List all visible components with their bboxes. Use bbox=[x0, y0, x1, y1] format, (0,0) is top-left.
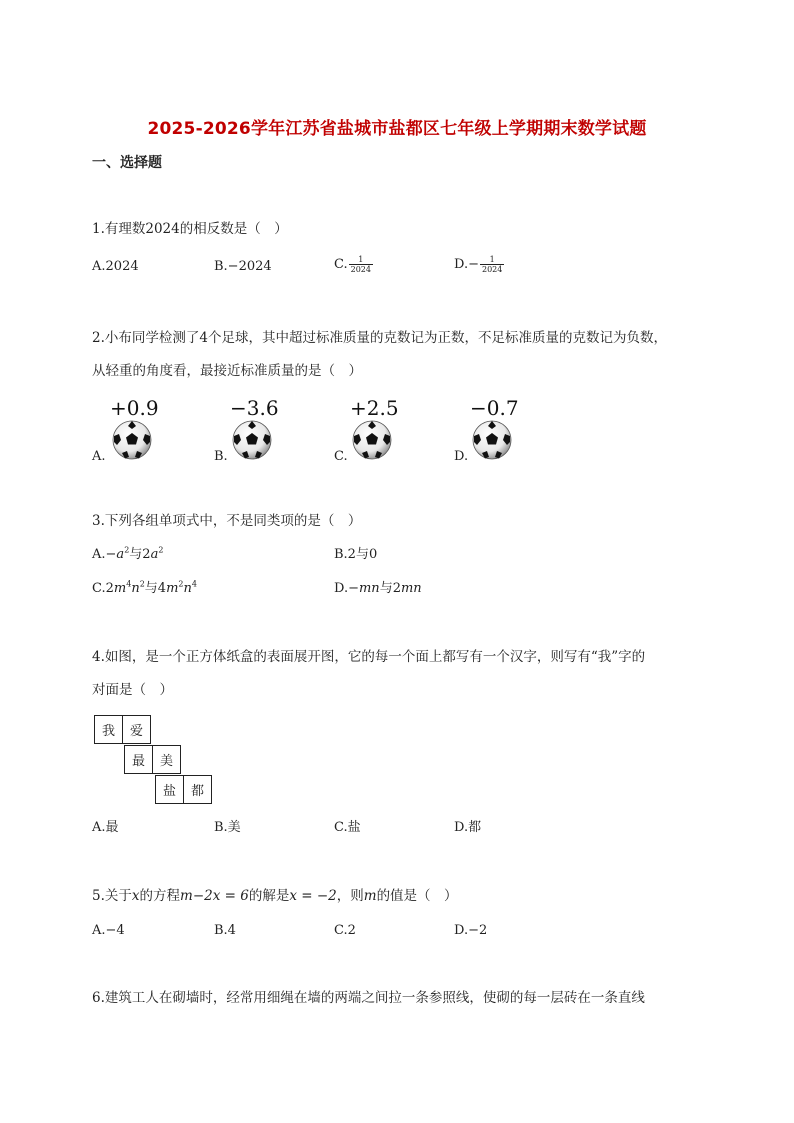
question-6-line-1: 6.建筑工人在砌墙时，经常用细绳在墙的两端之间拉一条参照线，使砌的每一层砖在一条直线 bbox=[92, 990, 645, 1006]
q4-option-d: D.都 bbox=[454, 820, 482, 835]
option-letter: A. bbox=[92, 449, 106, 464]
option-letter: D. bbox=[454, 449, 469, 464]
ball-value-label: +0.9 bbox=[110, 396, 159, 420]
question-4-line-2: 对面是（ ） bbox=[92, 682, 173, 698]
question-5-stem: 5.关于x的方程m−2x = 6的解是x = −2，则m的值是（ ） bbox=[92, 888, 458, 904]
ball-value-label: +2.5 bbox=[350, 396, 399, 420]
net-cell: 都 bbox=[183, 775, 212, 804]
q4-option-b: B.美 bbox=[214, 820, 241, 835]
q1-option-b: B.−2024 bbox=[214, 259, 272, 274]
question-2-line-1: 2.小布同学检测了4个足球，其中超过标准质量的克数记为正数，不足标准质量的克数记为负数， bbox=[92, 330, 667, 346]
q3-option-b: B.2与0 bbox=[334, 547, 378, 562]
q1-option-a: A.2024 bbox=[92, 259, 139, 274]
cube-net-diagram bbox=[94, 715, 216, 805]
soccer-ball-icon bbox=[472, 420, 512, 460]
q2-option-b bbox=[214, 396, 294, 466]
soccer-ball-icon bbox=[112, 420, 152, 460]
q1-option-c: C. $\frac{1}{2024}$ bbox=[334, 255, 371, 274]
net-cell: 最 bbox=[124, 745, 153, 774]
q2-option-a bbox=[92, 396, 172, 466]
q5-option-a: A.−4 bbox=[92, 923, 125, 938]
page-title: 2025-2026学年江苏省盐城市盐都区七年级上学期期末数学试题 bbox=[147, 119, 647, 139]
q3-option-c: $C.2m^4n^2$与$4m^2n^4$ bbox=[92, 579, 197, 596]
ball-value-label: −3.6 bbox=[230, 396, 279, 420]
q1-option-d: D.− $\frac{1}{2024}$ bbox=[454, 255, 503, 274]
net-cell: 盐 bbox=[155, 775, 184, 804]
q3-option-d: D.−mn与2mn bbox=[334, 581, 422, 596]
q2-option-c bbox=[334, 396, 414, 466]
q5-option-c: C.2 bbox=[334, 923, 356, 938]
soccer-ball-icon bbox=[232, 420, 272, 460]
question-3-stem: 3.下列各组单项式中，不是同类项的是（ ） bbox=[92, 513, 362, 529]
question-4-line-1: 4.如图，是一个正方体纸盒的表面展开图，它的每一个面上都写有一个汉字，则写有“我”字的 bbox=[92, 649, 646, 665]
soccer-ball-icon bbox=[352, 420, 392, 460]
question-1-stem: 1.有理数2024的相反数是（ ） bbox=[92, 221, 288, 237]
q4-option-a: A.最 bbox=[92, 820, 119, 835]
q5-option-b: B.4 bbox=[214, 923, 236, 938]
option-letter: C. bbox=[334, 449, 348, 464]
option-letter: B. bbox=[214, 449, 228, 464]
net-cell: 美 bbox=[152, 745, 181, 774]
q5-option-d: D.−2 bbox=[454, 923, 488, 938]
net-cell: 爱 bbox=[122, 715, 151, 744]
q4-option-c: C.盐 bbox=[334, 820, 361, 835]
q2-option-d bbox=[454, 396, 534, 466]
q3-option-a: $A.-a^2$与$2a^2$ bbox=[92, 545, 164, 562]
question-2-line-2: 从轻重的角度看，最接近标准质量的是（ ） bbox=[92, 363, 362, 379]
ball-value-label: −0.7 bbox=[470, 396, 519, 420]
section-heading: 一、选择题 bbox=[92, 155, 162, 171]
net-cell: 我 bbox=[94, 715, 123, 744]
